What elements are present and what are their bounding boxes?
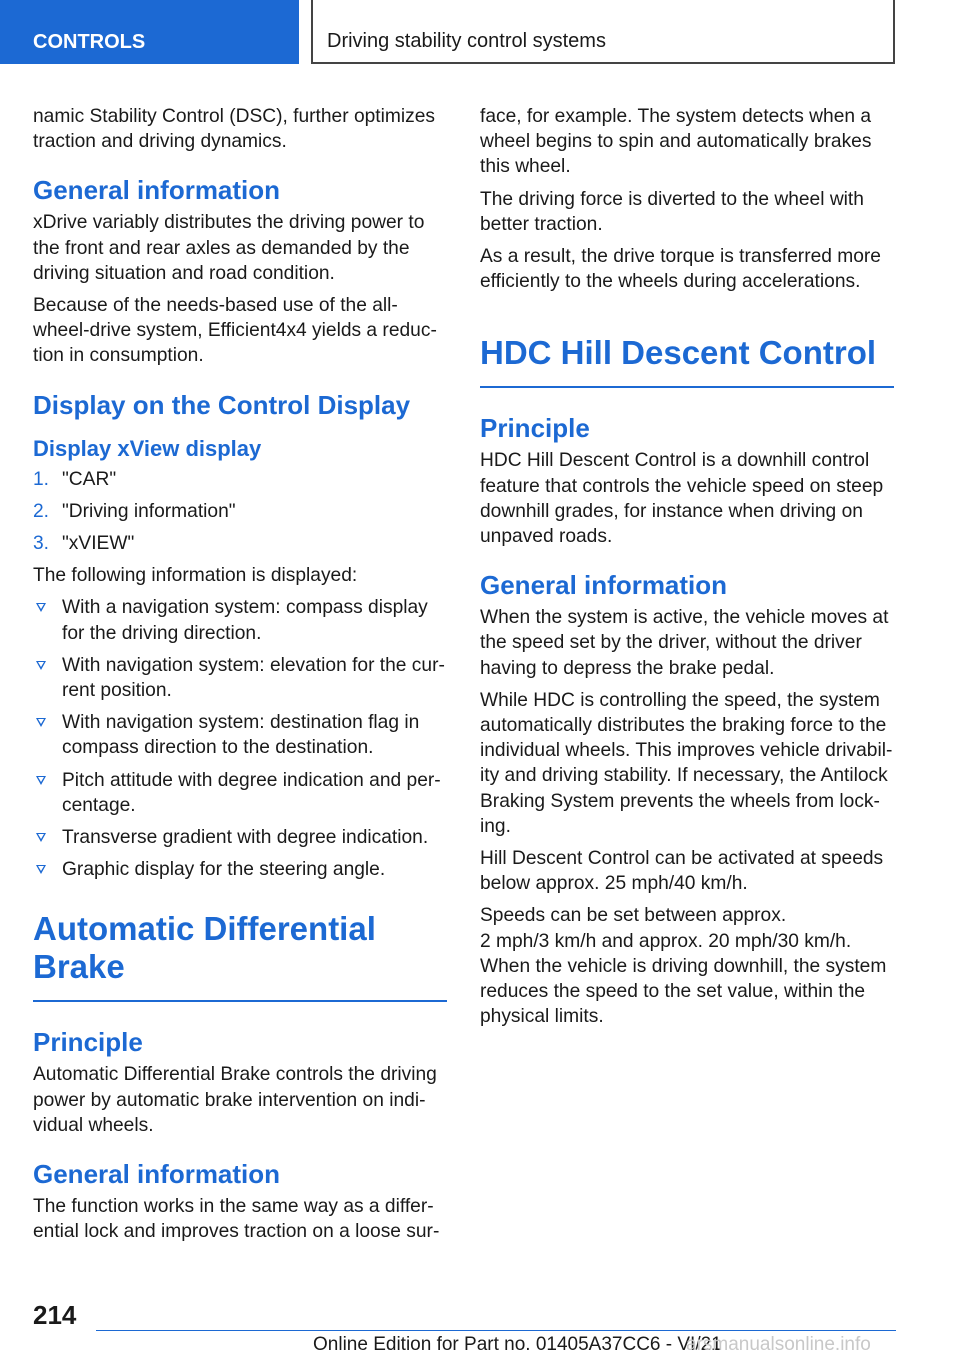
list-item-text: With a navigation system: compass display for the driving direction.	[62, 597, 428, 644]
paragraph	[480, 903, 894, 1029]
heading-principle: Principle	[480, 413, 590, 444]
right-column	[480, 104, 894, 1029]
step-text: "CAR"	[62, 468, 117, 490]
triangle-bullet-icon	[36, 603, 46, 612]
paragraph: xDrive variably distributes the driving power to the front and rear axles as demanded by the driving situation and road condition.	[33, 212, 425, 284]
list-item-text: With navigation system: elevation for the current position.	[62, 654, 445, 702]
paragraph: Hill Descent Control can be activated at speeds below approx. 25 mph/40 km/h.	[480, 848, 884, 895]
step-number: 1.	[33, 468, 50, 490]
page-number: 214	[33, 1300, 77, 1330]
heading-principle: Principle	[33, 1027, 143, 1058]
step-number: 2.	[33, 500, 50, 522]
chapter-title: Driving stability control systems	[327, 30, 606, 52]
heading-general-information: General information	[480, 570, 728, 601]
list-item-text: Pitch attitude with degree indication and percentage.	[62, 769, 441, 816]
triangle-bullet-icon	[36, 865, 46, 874]
list-item	[33, 825, 447, 850]
triangle-bullet-icon	[36, 776, 46, 785]
section-tab	[0, 0, 299, 64]
footer-rule	[96, 1330, 896, 1331]
triangle-bullet-icon	[36, 718, 46, 727]
edition-note: Online Edition for Part no. 01405A37CC6 - VI/21	[313, 1334, 722, 1355]
heading-hdc-hill-descent-control: HDC Hill Descent Control	[480, 334, 894, 388]
paragraph: When the system is active, the vehicle moves at the speed set by the driver, without the driver having to depress the brake pedal.	[480, 607, 889, 679]
triangle-bullet-icon	[36, 661, 46, 670]
heading-automatic-differential-brake: Automatic Differential Brake	[33, 910, 447, 1002]
paragraph: HDC Hill Descent Control is a downhill control feature that controls the vehicle speed on steep downhill grades, for instance when driving on unpaved roads.	[480, 450, 884, 548]
chapter-header	[311, 0, 895, 64]
step-text: "Driving information"	[62, 500, 236, 522]
paragraph: The following information is displayed:	[33, 565, 358, 587]
step-item	[33, 467, 447, 492]
list-item-text: With navigation system: destination flag in compass direction to the destination.	[62, 712, 420, 759]
section-title: CONTROLS	[33, 31, 146, 53]
paragraph: The driving force is diverted to the wheel with better traction.	[480, 188, 864, 235]
list-item	[33, 710, 447, 760]
list-item	[33, 768, 447, 818]
intro-paragraph: namic Stability Control (DSC), further optimizes traction and driving dynamics.	[33, 106, 435, 153]
step-item	[33, 531, 447, 556]
heading-general-information: General information	[33, 175, 281, 206]
steps-list	[33, 467, 447, 557]
list-item-text: Transverse gradient with degree indication.	[62, 827, 429, 849]
paragraph: Automatic Differential Brake controls the driving power by automatic brake intervention on individual wheels.	[33, 1064, 437, 1136]
heading-xview: Display xView display	[33, 435, 262, 461]
bullet-list	[33, 595, 447, 882]
step-number: 3.	[33, 533, 50, 555]
paragraph: The function works in the same way as a differential lock and improves traction on a loose sur-	[33, 1196, 440, 1243]
paragraph: As a result, the drive torque is transferred more efficiently to the wheels during accelerations.	[480, 246, 881, 293]
heading-display: Display on the Control Display	[33, 389, 411, 420]
step-item	[33, 499, 447, 524]
paragraph-line: 2 mph/3 km/h and approx. 20 mph/30 km/h. When the vehicle is driving downhill, the system reduces the speed to the set value, within the physical limits.	[480, 930, 887, 1028]
triangle-bullet-icon	[36, 833, 46, 842]
watermark: arsmanualsonline.info	[686, 1334, 871, 1355]
left-column	[33, 104, 447, 1251]
paragraph: face, for example. The system detects when a wheel begins to spin and automatically brakes this wheel.	[480, 106, 872, 178]
list-item	[33, 857, 447, 882]
paragraph: While HDC is controlling the speed, the system automatically distributes the braking force to the individual wheels. This improves vehicle drivability and driving stability. If necessary, the Antilock Braking System prevents the wheels from locking.	[480, 689, 893, 837]
paragraph: Because of the needs-based use of the all-wheel-drive system, Efficient4x4 yields a reduction in consumption.	[33, 295, 437, 367]
list-item	[33, 653, 447, 703]
heading-general-information: General information	[33, 1159, 281, 1190]
list-item-text: Graphic display for the steering angle.	[62, 859, 386, 881]
list-item	[33, 595, 447, 645]
paragraph-line: Speeds can be set between approx.	[480, 905, 787, 927]
step-text: "xVIEW"	[62, 533, 135, 555]
